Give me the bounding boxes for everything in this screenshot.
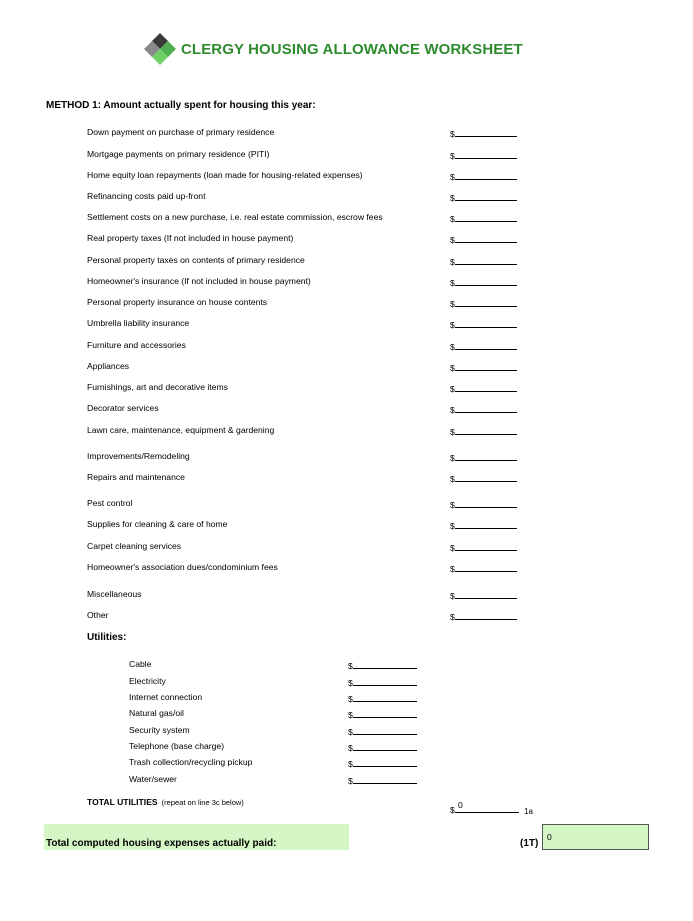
currency-symbol: $: [450, 235, 455, 245]
expense-label: Pest control: [87, 498, 133, 508]
expense-amount-field[interactable]: [450, 276, 517, 288]
total-expenses-code: (1T): [520, 838, 539, 849]
expense-label: Appliances: [87, 361, 130, 371]
page-title: CLERGY HOUSING ALLOWANCE WORKSHEET: [181, 41, 523, 58]
utility-label: Internet connection: [129, 692, 203, 702]
currency-symbol: $: [450, 151, 455, 161]
currency-symbol: $: [450, 342, 455, 352]
currency-symbol: $: [348, 759, 353, 769]
currency-symbol: $: [450, 805, 455, 815]
total-utilities-title: TOTAL UTILITIES: [87, 797, 158, 807]
expense-amount-field[interactable]: [450, 233, 517, 245]
expense-label: Homeowner's insurance (If not included in house payment): [87, 276, 311, 286]
currency-symbol: $: [450, 214, 455, 224]
expense-label: Lawn care, maintenance, equipment & gardening: [87, 425, 275, 435]
currency-symbol: $: [450, 129, 455, 139]
currency-symbol: $: [348, 661, 353, 671]
currency-symbol: $: [450, 384, 455, 394]
utility-amount-field[interactable]: [348, 757, 417, 769]
expense-amount-field[interactable]: [450, 562, 517, 574]
currency-symbol: $: [450, 543, 455, 553]
expense-label: Refinancing costs paid up-front: [87, 191, 206, 201]
total-expenses-value: 0: [547, 832, 552, 842]
expense-amount-field[interactable]: [450, 610, 517, 622]
expense-label: Personal property insurance on house contents: [87, 297, 268, 307]
utility-amount-field[interactable]: [348, 741, 417, 753]
expense-amount-field[interactable]: [450, 451, 517, 463]
expense-label: Supplies for cleaning & care of home: [87, 519, 228, 529]
currency-symbol: $: [450, 591, 455, 601]
expense-amount-field[interactable]: [450, 403, 517, 415]
currency-symbol: $: [450, 453, 455, 463]
currency-symbol: $: [450, 278, 455, 288]
utility-label: Water/sewer: [129, 774, 177, 784]
currency-symbol: $: [450, 320, 455, 330]
expense-label: Umbrella liability insurance: [87, 318, 190, 328]
expense-amount-field[interactable]: [450, 127, 517, 139]
logo-icon: [144, 33, 176, 65]
currency-symbol: $: [450, 500, 455, 510]
expense-amount-field[interactable]: [450, 149, 517, 161]
expense-label: Home equity loan repayments (loan made for housing-related expenses): [87, 170, 363, 180]
expense-label: Furniture and accessories: [87, 340, 186, 350]
expense-label: Carpet cleaning services: [87, 541, 182, 551]
expense-amount-field[interactable]: [450, 382, 517, 394]
expense-amount-field[interactable]: [450, 425, 517, 437]
utility-amount-field[interactable]: [348, 692, 417, 704]
expense-label: Other: [87, 610, 109, 620]
method-1-heading: METHOD 1: Amount actually spent for housing this year:: [46, 100, 316, 111]
expense-label: Real property taxes (If not included in house payment): [87, 233, 294, 243]
expense-label: Mortgage payments on primary residence (PITI): [87, 149, 270, 159]
currency-symbol: $: [450, 564, 455, 574]
expense-amount-field[interactable]: [450, 318, 517, 330]
expense-amount-field[interactable]: [450, 212, 517, 224]
utility-amount-field[interactable]: [348, 725, 417, 737]
currency-symbol: $: [450, 172, 455, 182]
total-expenses-label: Total computed housing expenses actually paid:: [46, 838, 277, 849]
utility-label: Electricity: [129, 676, 166, 686]
expense-label: Homeowner's association dues/condominium fees: [87, 562, 278, 572]
currency-symbol: $: [348, 710, 353, 720]
currency-symbol: $: [348, 678, 353, 688]
total-utilities-value: 0: [458, 800, 463, 810]
expense-label: Repairs and maintenance: [87, 472, 185, 482]
currency-symbol: $: [450, 405, 455, 415]
currency-symbol: $: [348, 694, 353, 704]
utility-label: Telephone (base charge): [129, 741, 225, 751]
expense-amount-field[interactable]: [450, 519, 517, 531]
expense-amount-field[interactable]: [450, 541, 517, 553]
total-utilities-code: 1a: [524, 807, 533, 816]
expense-label: Decorator services: [87, 403, 159, 413]
currency-symbol: $: [450, 521, 455, 531]
total-utilities-label: [87, 797, 244, 807]
currency-symbol: $: [450, 299, 455, 309]
utility-amount-field[interactable]: [348, 659, 417, 671]
total-utilities-note: (repeat on line 3c below): [161, 798, 244, 807]
utility-label: Natural gas/oil: [129, 708, 184, 718]
utility-label: Security system: [129, 725, 190, 735]
expense-amount-field[interactable]: [450, 361, 517, 373]
utility-amount-field[interactable]: [348, 676, 417, 688]
currency-symbol: $: [450, 257, 455, 267]
utility-amount-field[interactable]: [348, 774, 417, 786]
currency-symbol: $: [348, 743, 353, 753]
currency-symbol: $: [348, 776, 353, 786]
expense-label: Settlement costs on a new purchase, i.e. real estate commission, escrow fees: [87, 212, 383, 222]
expense-label: Miscellaneous: [87, 589, 142, 599]
expense-amount-field[interactable]: [450, 589, 517, 601]
total-expenses-field[interactable]: [542, 824, 649, 850]
currency-symbol: $: [348, 727, 353, 737]
currency-symbol: $: [450, 427, 455, 437]
expense-amount-field[interactable]: [450, 297, 517, 309]
expense-label: Personal property taxes on contents of primary residence: [87, 255, 305, 265]
utilities-heading: Utilities:: [87, 632, 127, 643]
expense-amount-field[interactable]: [450, 191, 517, 203]
expense-amount-field[interactable]: [450, 170, 517, 182]
currency-symbol: $: [450, 474, 455, 484]
utility-label: Cable: [129, 659, 152, 669]
currency-symbol: $: [450, 193, 455, 203]
expense-amount-field[interactable]: [450, 498, 517, 510]
expense-amount-field[interactable]: [450, 340, 517, 352]
currency-symbol: $: [450, 363, 455, 373]
expense-label: Down payment on purchase of primary residence: [87, 127, 275, 137]
utility-label: Trash collection/recycling pickup: [129, 757, 253, 767]
expense-label: Furnishings, art and decorative items: [87, 382, 228, 392]
utility-amount-field[interactable]: [348, 708, 417, 720]
expense-amount-field[interactable]: [450, 255, 517, 267]
expense-amount-field[interactable]: [450, 472, 517, 484]
currency-symbol: $: [450, 612, 455, 622]
expense-label: Improvements/Remodeling: [87, 451, 190, 461]
